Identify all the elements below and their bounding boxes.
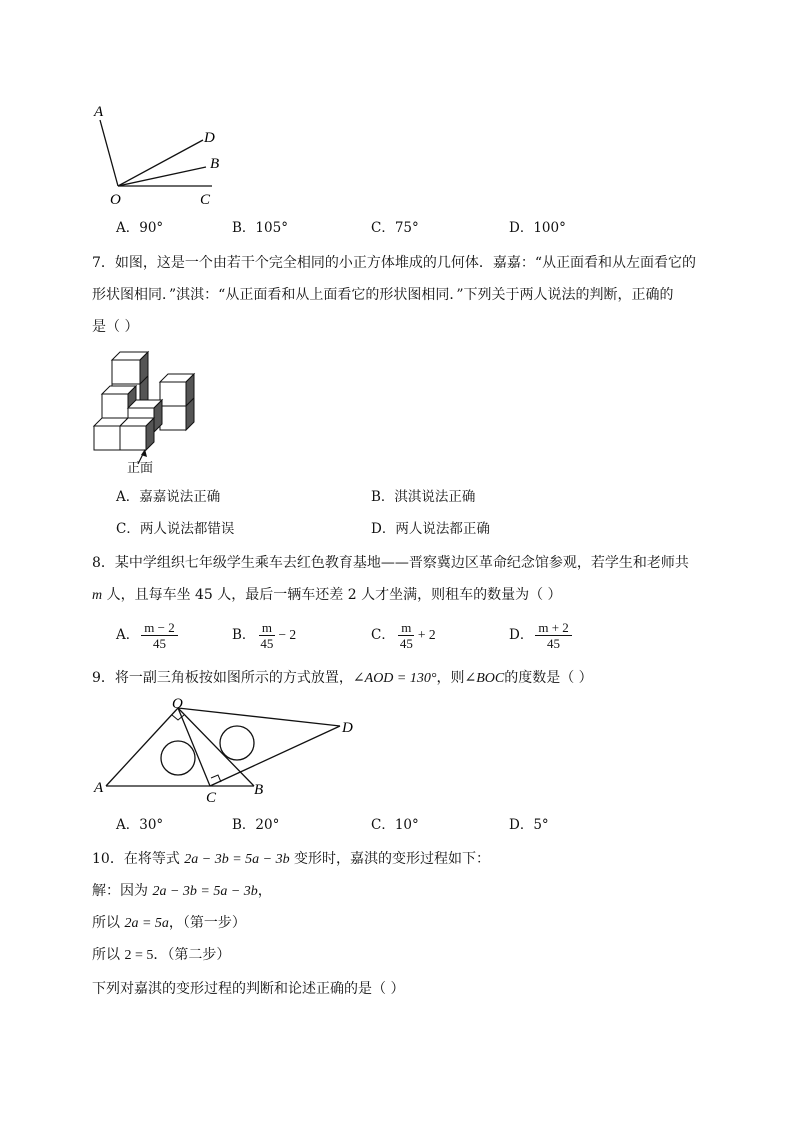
q9-stem-text-3: 的度数是（ ） (504, 670, 593, 686)
q10-sol-equation-1: 2a − 3b = 5a − 3b (152, 884, 258, 899)
q10-solution-line1 (92, 881, 272, 902)
ray-OB (118, 167, 206, 186)
q6-option-a[interactable]: A．90° (116, 220, 164, 236)
q9-option-c[interactable]: C．10° (371, 817, 419, 833)
label-O: O (172, 696, 183, 712)
cube-mid-row-left (102, 394, 128, 418)
q8-option-a-letter: A． (116, 627, 140, 643)
q6-option-b[interactable]: B．105° (232, 220, 288, 236)
q10-sol-text-1: 解：因为 (92, 883, 153, 899)
label-D: D (204, 130, 215, 146)
label-O: O (110, 192, 121, 208)
q8-option-a-fraction (141, 620, 177, 651)
ray-OD (118, 140, 203, 186)
q7-option-a[interactable]: A．嘉嘉说法正确 (116, 489, 221, 505)
q8-option-b-letter: B． (232, 627, 256, 643)
q7-stem-line2: 形状图相同．”淇淇：“从正面看和从上面看它的形状图相同．”下列关于两人说法的判断，正确的 (92, 287, 674, 303)
q8-stem-line2-text: 人，且每车坐 45 人，最后一辆车还差 2 人才坐满，则租车的数量为（ ） (102, 587, 562, 603)
cube-bottom-mid (120, 426, 146, 450)
q8-option-c[interactable] (371, 620, 436, 651)
q9-option-b[interactable]: B．20° (232, 817, 280, 833)
cube-top-left (112, 360, 140, 384)
q8-option-b[interactable] (232, 620, 296, 651)
denominator: 45 (260, 636, 274, 651)
q10-solution-line2 (92, 913, 246, 934)
q10-sol-text-5: 所以 (92, 947, 125, 963)
label-C: C (206, 790, 217, 806)
q7-option-b[interactable]: B．淇淇说法正确 (371, 489, 476, 505)
q10-sol-equation-2: 2a = 5a (124, 916, 169, 931)
q9-stem-text-1: 9．将一副三角板按如图所示的方式放置， (92, 670, 353, 686)
denominator: 45 (399, 636, 413, 651)
q9-triangle-figure (92, 696, 362, 808)
q8-stem-line2 (92, 585, 562, 606)
q10-equation: 2a − 3b = 5a − 3b (184, 852, 290, 867)
q7-option-d[interactable]: D．两人说法都正确 (371, 521, 490, 537)
numerator: m (259, 620, 275, 636)
q9-option-a[interactable]: A．30° (116, 817, 164, 833)
q9-stem (92, 668, 593, 689)
var-m: m (92, 588, 103, 603)
seg-OD (178, 708, 340, 726)
q8-option-c-suffix: + 2 (417, 627, 436, 642)
q10-sol-text-2: ， (257, 883, 272, 899)
numerator: m (398, 620, 414, 636)
seg-OB (178, 708, 254, 786)
triangle-hole-right (220, 726, 254, 760)
q8-stem-line1: 8．某中学组织七年级学生乘车去红色教育基地——晋察冀边区革命纪念馆参观，若学生和老师共 (92, 555, 689, 571)
seg-DC (210, 726, 340, 786)
label-C: C (200, 192, 211, 208)
ray-OA (100, 120, 118, 186)
q6-option-c[interactable]: C．75° (371, 220, 419, 236)
seg-AO (106, 708, 178, 786)
numerator: m − 2 (141, 620, 177, 636)
q10-stem-line1 (92, 849, 490, 870)
label-A: A (94, 780, 104, 796)
denominator: 45 (152, 636, 166, 651)
q8-option-b-fraction (257, 620, 276, 651)
q8-option-d-letter: D． (509, 627, 534, 643)
label-B: B (254, 782, 264, 798)
label-A: A (94, 104, 104, 120)
q9-angle-boc: ∠BOC (464, 671, 505, 686)
label-B: B (210, 156, 220, 172)
q10-text-2: 变形时，嘉淇的变形过程如下： (289, 851, 491, 867)
q10-solution-line3 (92, 945, 230, 966)
q7-front-label: 正面 (127, 461, 154, 476)
triangle-hole-left (161, 741, 195, 775)
cube-right-bottom (160, 406, 186, 430)
q8-option-b-suffix: − 2 (278, 627, 297, 642)
q8-option-d[interactable] (509, 620, 574, 651)
q10-sol-text-3: 所以 (92, 915, 125, 931)
denominator: 45 (547, 636, 561, 651)
q7-option-c[interactable]: C．两人说法都错误 (116, 521, 235, 537)
cube-bottom-left (94, 426, 120, 450)
q8-option-c-fraction (397, 620, 416, 651)
q8-option-d-fraction (535, 620, 571, 651)
q10-sol-text-6: ．（第二步） (153, 947, 231, 963)
cube-right-top (160, 382, 186, 406)
q9-stem-text-2: ，则 (436, 670, 465, 686)
q6-angle-figure (88, 100, 228, 210)
q7-stem-line1: 7．如图，这是一个由若干个完全相同的小正方体堆成的几何体．嘉嘉：“从正面看和从左面看它的 (92, 255, 697, 271)
q6-option-d[interactable]: D．100° (509, 220, 566, 236)
q10-text-1: 10．在将等式 (92, 851, 185, 867)
q8-option-c-letter: C． (371, 627, 395, 643)
q10-sol-equation-3: 2 = 5 (124, 948, 154, 963)
label-D: D (342, 720, 353, 736)
q7-stem-line3: 是（ ） (92, 319, 139, 335)
numerator: m + 2 (535, 620, 571, 636)
q9-angle-aod: ∠AOD = 130° (352, 671, 437, 686)
q10-question-line: 下列对嘉淇的变形过程的判断和论述正确的是（ ） (92, 981, 405, 997)
q9-option-d[interactable]: D．5° (509, 817, 549, 833)
q10-sol-text-4: ，（第一步） (168, 915, 246, 931)
q8-option-a[interactable] (116, 620, 180, 651)
